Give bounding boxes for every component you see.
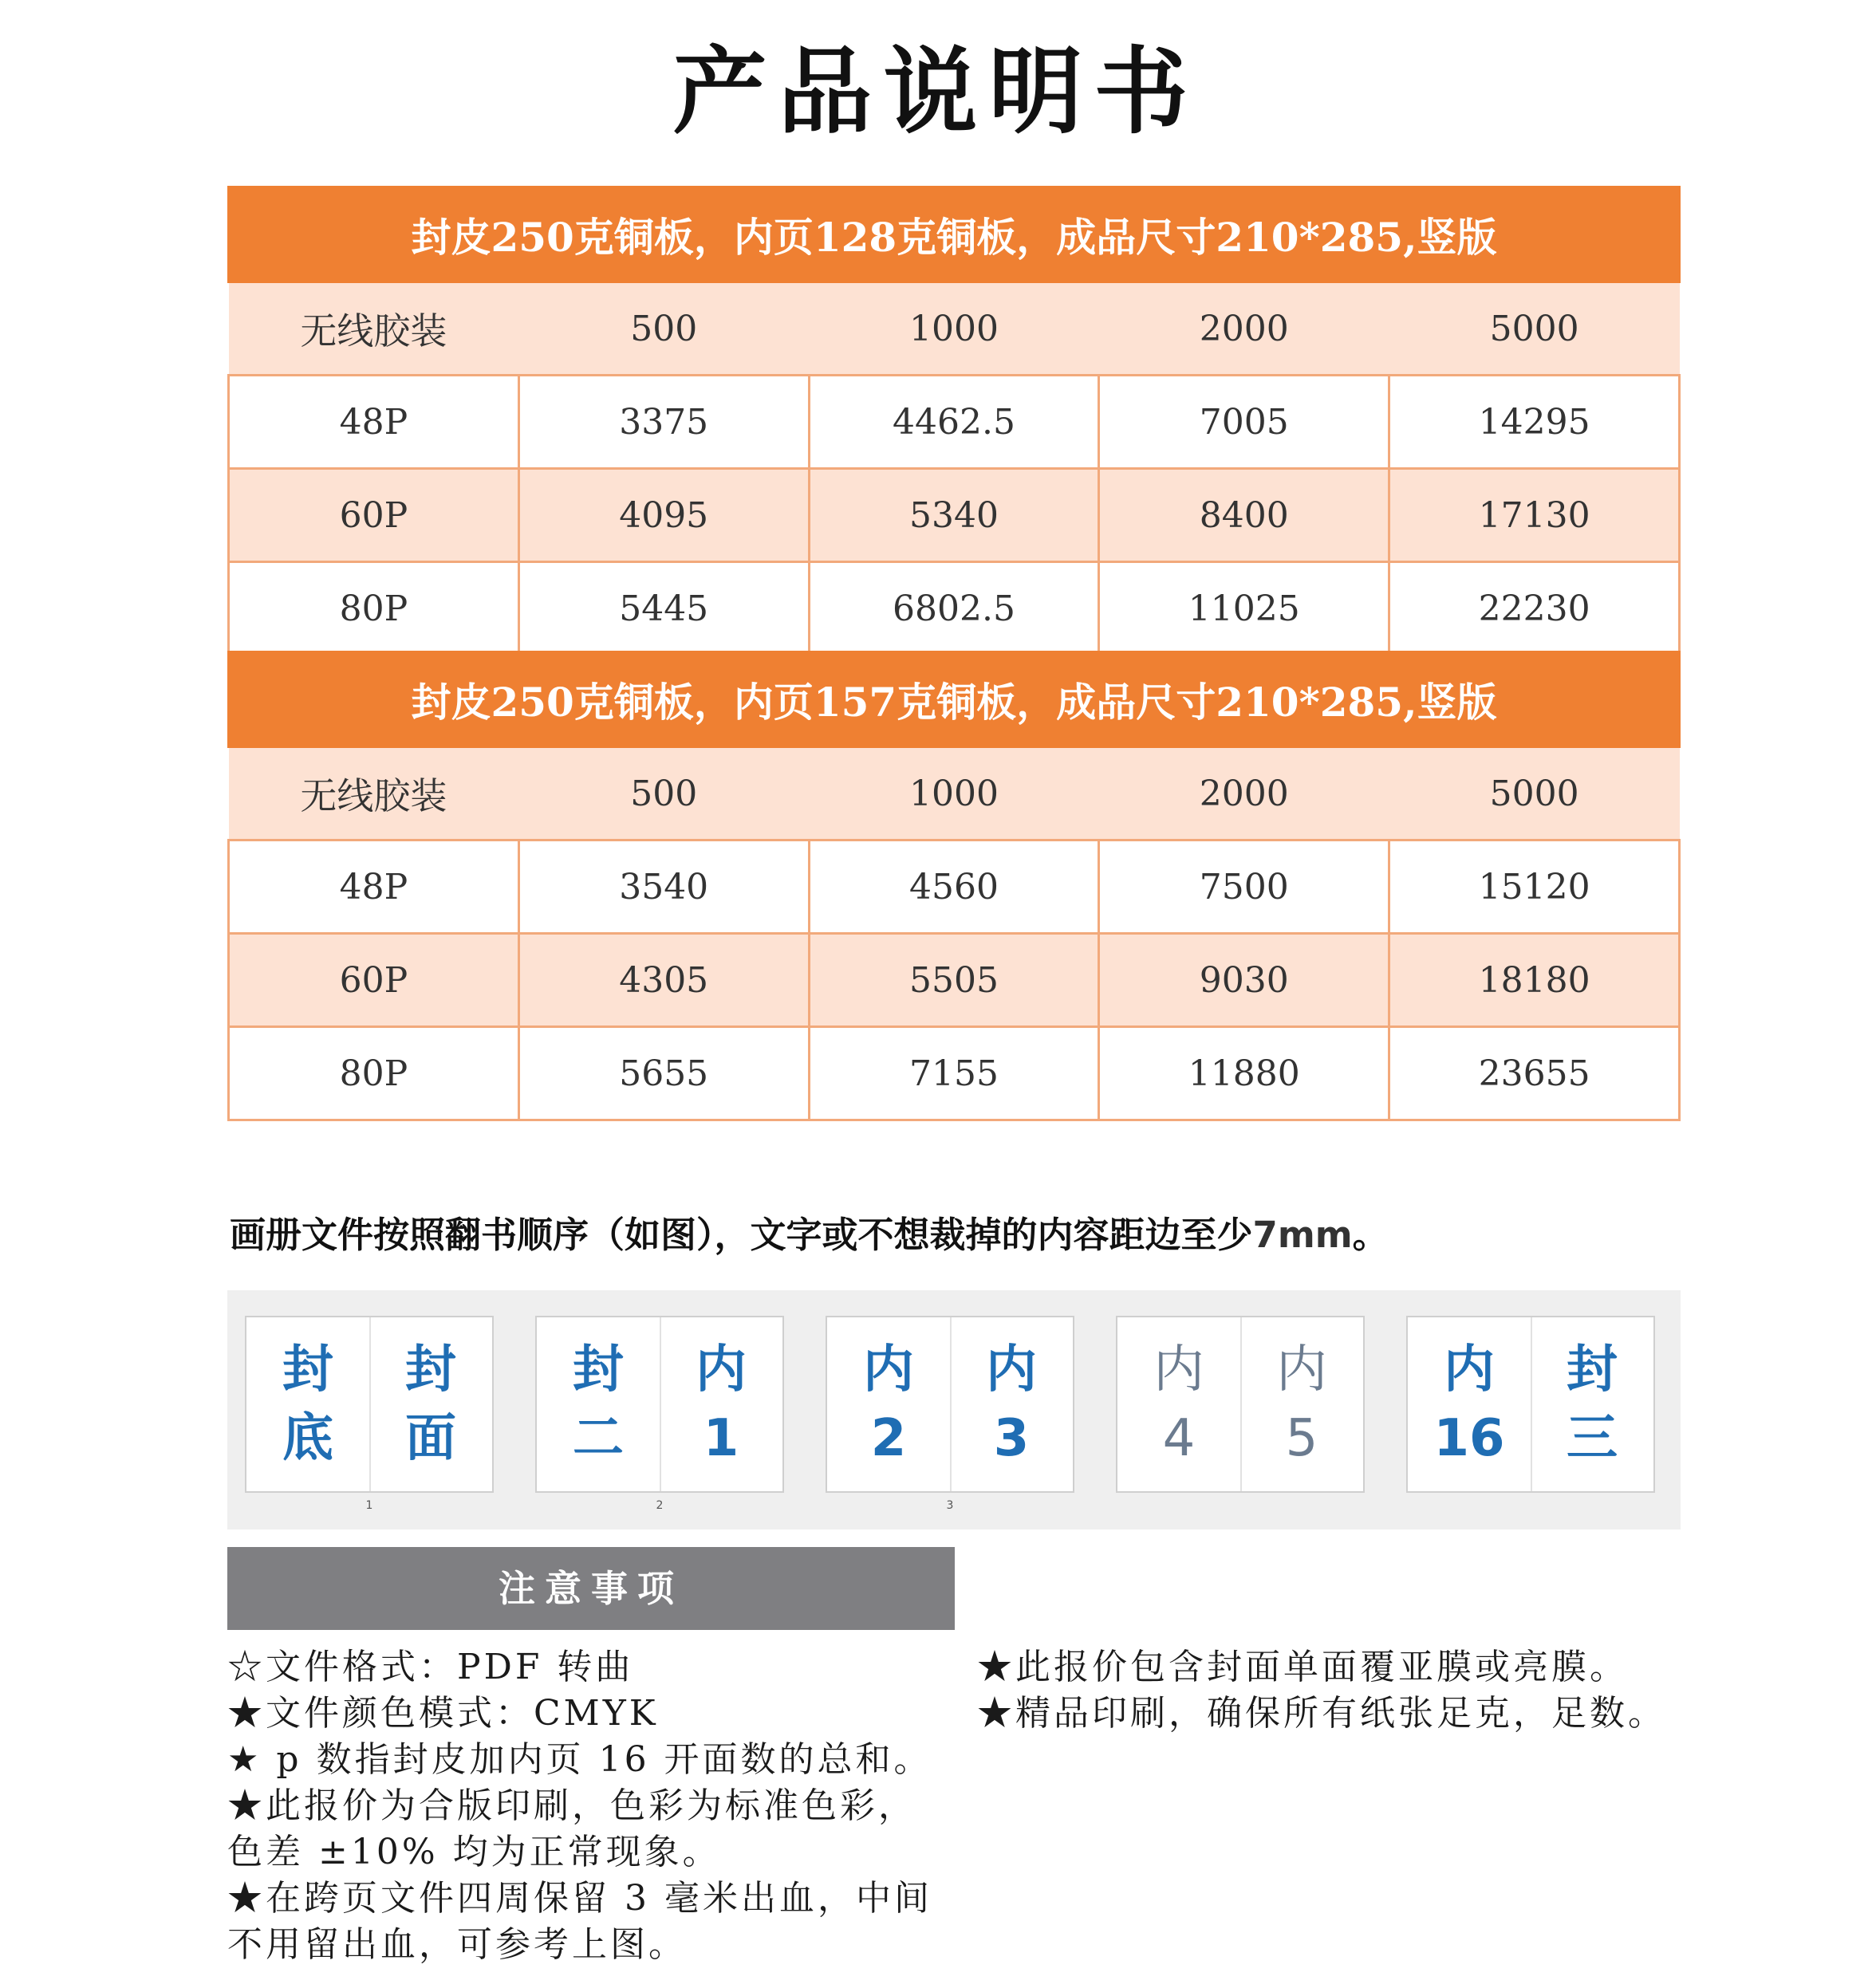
price-cell: 8400 bbox=[1099, 469, 1389, 562]
notice-item: ★ p 数指封皮加内页 16 开面数的总和。 bbox=[227, 1739, 932, 1780]
page-label: 2 bbox=[870, 1409, 907, 1468]
notice-item: ★文件颜色模式：CMYK bbox=[227, 1693, 659, 1734]
page-label: 3 bbox=[993, 1409, 1030, 1468]
price-cell: 4462.5 bbox=[809, 376, 1099, 469]
page-label: 封 bbox=[405, 1340, 456, 1399]
price-cell: 22230 bbox=[1389, 562, 1680, 655]
layout-instruction bbox=[230, 1206, 1389, 1258]
price-cell: 5445 bbox=[518, 562, 809, 655]
price-cell: 18180 bbox=[1389, 934, 1680, 1027]
spread-right-page bbox=[660, 1317, 782, 1491]
instruction-text: 画册文件按照翻书顺序（如图），文字或不想裁掉的内容距边至少 bbox=[230, 1214, 1253, 1256]
page-label: 三 bbox=[1567, 1409, 1618, 1468]
spread-right-page bbox=[950, 1317, 1073, 1491]
notice-list-right bbox=[977, 1644, 1695, 1737]
notice-item: 不用留出血，可参考上图。 bbox=[227, 1924, 687, 1965]
price-cell: 3375 bbox=[518, 376, 809, 469]
quantity-header: 1000 bbox=[809, 282, 1099, 376]
quantity-header: 2000 bbox=[1099, 282, 1389, 376]
price-cell: 4095 bbox=[518, 469, 809, 562]
price-cell: 9030 bbox=[1099, 934, 1389, 1027]
page-count-cell: 80P bbox=[229, 1027, 519, 1120]
page-label: 二 bbox=[573, 1409, 624, 1468]
price-cell: 3540 bbox=[518, 840, 809, 934]
page-label: 内 bbox=[1276, 1340, 1327, 1399]
page-label: 4 bbox=[1162, 1409, 1196, 1468]
spread-left-page bbox=[537, 1317, 661, 1491]
quantity-header: 5000 bbox=[1389, 747, 1680, 840]
table-row bbox=[229, 469, 1680, 562]
spread-4 bbox=[1116, 1316, 1365, 1493]
spread-right-page bbox=[1531, 1317, 1653, 1491]
page-label: 内 bbox=[1444, 1340, 1495, 1399]
notice-item: 色差 ±10% 均为正常现象。 bbox=[227, 1832, 721, 1872]
price-cell: 5340 bbox=[809, 469, 1099, 562]
quantity-header: 1000 bbox=[809, 747, 1099, 840]
spread-number: 1 bbox=[365, 1499, 373, 1512]
price-cell: 7500 bbox=[1099, 840, 1389, 934]
spread-1 bbox=[245, 1316, 494, 1512]
price-cell: 15120 bbox=[1389, 840, 1680, 934]
quantity-header: 500 bbox=[518, 282, 809, 376]
notice-item: ★此报价包含封面单面覆亚膜或亮膜。 bbox=[977, 1647, 1628, 1687]
price-table-2 bbox=[227, 651, 1681, 1121]
page-label: 封 bbox=[1567, 1340, 1618, 1399]
page-label: 封 bbox=[573, 1340, 624, 1399]
margin-value: 7mm bbox=[1252, 1214, 1353, 1256]
table-row bbox=[229, 840, 1680, 934]
notice-item: ★此报价为合版印刷，色彩为标准色彩， bbox=[227, 1785, 916, 1826]
price-cell: 7005 bbox=[1099, 376, 1389, 469]
page-title: 产品说明书 bbox=[672, 37, 1200, 147]
spread-left-page bbox=[246, 1317, 371, 1491]
price-cell: 23655 bbox=[1389, 1027, 1680, 1120]
instruction-end: 。 bbox=[1352, 1214, 1389, 1256]
notice-item: ★精品印刷，确保所有纸张足克，足数。 bbox=[977, 1693, 1666, 1734]
price-table-1 bbox=[227, 186, 1681, 656]
spread-right-page bbox=[1240, 1317, 1363, 1491]
spread-left-page bbox=[827, 1317, 952, 1491]
price-cell: 17130 bbox=[1389, 469, 1680, 562]
table-row bbox=[229, 934, 1680, 1027]
page-label: 封 bbox=[282, 1340, 333, 1399]
spread-right-page bbox=[369, 1317, 492, 1491]
price-cell: 5655 bbox=[518, 1027, 809, 1120]
notice-list-left bbox=[227, 1644, 945, 1968]
price-cell: 7155 bbox=[809, 1027, 1099, 1120]
table-row bbox=[229, 376, 1680, 469]
quantity-header: 2000 bbox=[1099, 747, 1389, 840]
table-header: 封皮250克铜板，内页157克铜板，成品尺寸210*285,竖版 bbox=[229, 652, 1680, 747]
page-count-cell: 80P bbox=[229, 562, 519, 655]
spread-number: 3 bbox=[946, 1499, 954, 1512]
notice-item: ☆文件格式：PDF 转曲 bbox=[227, 1647, 634, 1687]
spread-left-page bbox=[1408, 1317, 1532, 1491]
price-cell: 11025 bbox=[1099, 562, 1389, 655]
table-row bbox=[229, 562, 1680, 655]
page-count-cell: 60P bbox=[229, 469, 519, 562]
spread-2 bbox=[535, 1316, 784, 1512]
price-cell: 4305 bbox=[518, 934, 809, 1027]
table-header: 封皮250克铜板，内页128克铜板，成品尺寸210*285,竖版 bbox=[229, 187, 1680, 282]
price-cell: 11880 bbox=[1099, 1027, 1389, 1120]
price-cell: 14295 bbox=[1389, 376, 1680, 469]
page-label: 内 bbox=[863, 1340, 914, 1399]
price-cell: 5505 bbox=[809, 934, 1099, 1027]
quantity-header: 500 bbox=[518, 747, 809, 840]
page-label: 5 bbox=[1285, 1409, 1318, 1468]
notice-item: ★在跨页文件四周保留 3 毫米出血，中间 bbox=[227, 1878, 932, 1919]
spread-left-page bbox=[1117, 1317, 1242, 1491]
page-label: 底 bbox=[282, 1409, 333, 1468]
page-label: 内 bbox=[696, 1340, 747, 1399]
page-label: 1 bbox=[703, 1409, 739, 1468]
notice-heading: 注意事项 bbox=[227, 1547, 955, 1630]
spread-5 bbox=[1406, 1316, 1655, 1493]
page-label: 内 bbox=[1153, 1340, 1204, 1399]
price-cell: 6802.5 bbox=[809, 562, 1099, 655]
page-label: 内 bbox=[986, 1340, 1037, 1399]
table-row bbox=[229, 1027, 1680, 1120]
spread-3 bbox=[826, 1316, 1074, 1512]
binding-type-label: 无线胶装 bbox=[229, 282, 519, 376]
quantity-header: 5000 bbox=[1389, 282, 1680, 376]
spread-number: 2 bbox=[656, 1499, 664, 1512]
page-count-cell: 60P bbox=[229, 934, 519, 1027]
page-count-cell: 48P bbox=[229, 840, 519, 934]
page-label: 面 bbox=[405, 1409, 456, 1468]
price-cell: 4560 bbox=[809, 840, 1099, 934]
binding-type-label: 无线胶装 bbox=[229, 747, 519, 840]
page-label: 16 bbox=[1433, 1409, 1505, 1468]
page-order-diagram bbox=[227, 1290, 1681, 1529]
page-count-cell: 48P bbox=[229, 376, 519, 469]
